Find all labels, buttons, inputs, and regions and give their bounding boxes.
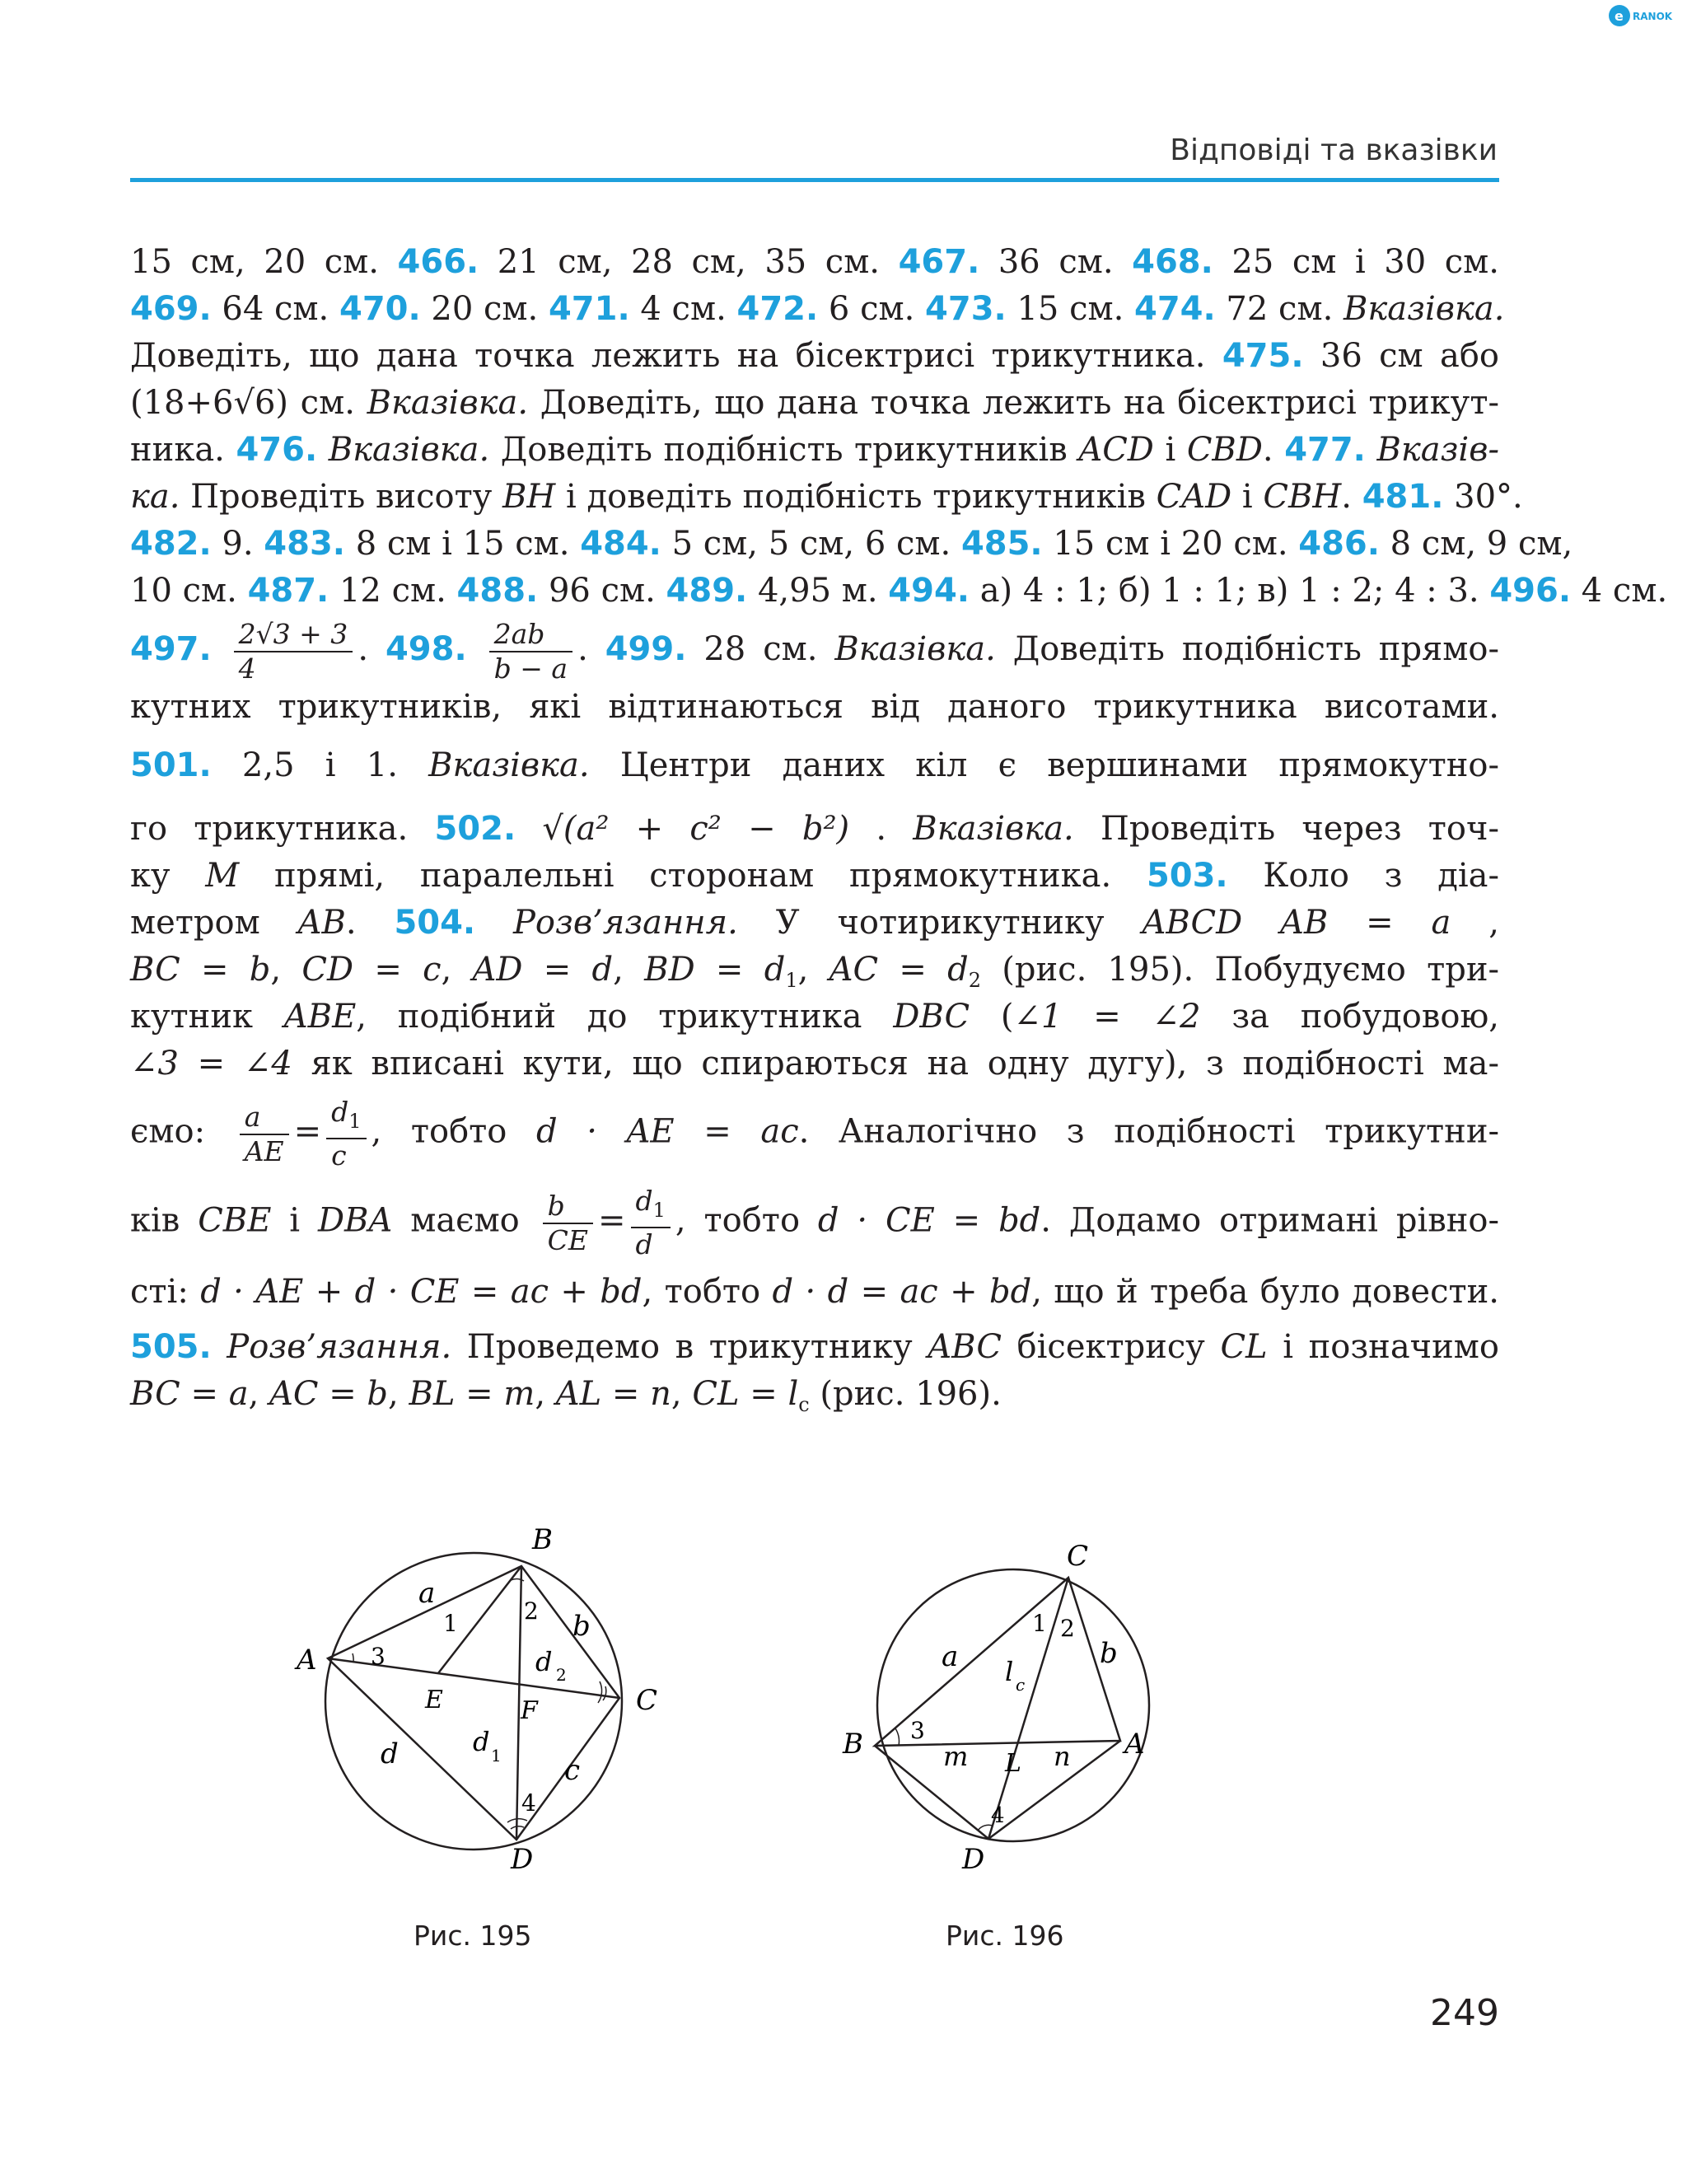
text-line: ∠3 = ∠4 як вписані кути, що спираються на одну дугу), з подібності ма- xyxy=(130,1045,1499,1083)
figure-196 xyxy=(836,1532,1182,1878)
fraction: $\frac{a}{AE}$ xyxy=(240,1101,289,1168)
text-line: 10 см. 487. 12 см. 488. 96 см. 489. 4,95 м. 494. а) 4 : 1; б) 1 : 1; в) 1 : 2; 4 : 3. 496. 4 см. xyxy=(130,572,1668,610)
label-C: C xyxy=(1067,1540,1089,1573)
svg-text:2: 2 xyxy=(556,1665,567,1685)
svg-text:RANOK: RANOK xyxy=(1633,11,1673,22)
text-line: ка. Проведіть висоту BH і доведіть подібність трикутників CAD і CBH. 481. 30°. xyxy=(130,478,1523,516)
page-number: 249 xyxy=(1430,1992,1499,2034)
label-a: a xyxy=(418,1577,436,1610)
label-c: c xyxy=(564,1754,581,1787)
label-A: A xyxy=(297,1644,317,1677)
label-E: E xyxy=(425,1686,443,1714)
text-line: ника. 476. Вказівка. Доведіть подібність трикутників ACD і CBD. 477. Вказів- xyxy=(130,431,1499,469)
svg-text:1: 1 xyxy=(491,1746,502,1765)
figure-195 xyxy=(288,1516,667,1878)
label-D: D xyxy=(962,1843,985,1876)
running-header: Відповіді та вказівки xyxy=(1170,133,1498,167)
text-line: 15 см, 20 см. 466. 21 см, 28 см, 35 см. 467. 36 см. 468. 25 см і 30 см. xyxy=(130,243,1499,281)
fraction: $\frac{2√3 + 3}{4}$ xyxy=(234,618,353,685)
text-line: метром AB. 504. Розв’язання. У чотирикутнику ABCD AB = a , xyxy=(130,904,1499,942)
text-line: BC = a, AC = b, BL = m, AL = n, CL = $l_c$ (рис. 196). xyxy=(130,1375,1002,1416)
answers-text xyxy=(130,239,1668,1418)
label-D: D xyxy=(511,1843,534,1876)
angle-4: 4 xyxy=(521,1789,536,1817)
formula: √(a² + c² − b²) xyxy=(542,810,850,848)
label-lc: l xyxy=(1005,1656,1014,1687)
label-n: n xyxy=(1054,1741,1071,1772)
svg-text:c: c xyxy=(1016,1675,1026,1695)
text-line: сті: d · AE + d · CE = ac + bd, тобто d · d = ac + bd, що й треба було довести. xyxy=(130,1273,1499,1311)
caption-fig195: Рис. 195 xyxy=(414,1920,532,1952)
label-C: C xyxy=(636,1684,658,1717)
angle-3: 3 xyxy=(910,1717,925,1744)
text-line: BC = b, CD = c, AD = d, BD = $d_1$, AC = $d_2$ (рис. 195). Побудуємо три- xyxy=(130,951,1500,992)
fraction: $\frac{d_1}{d}$ xyxy=(631,1185,671,1261)
text-line: 482. 9. 483. 8 см і 15 см. 484. 5 см, 5 см, 6 см. 485. 15 см і 20 см. 486. 8 см, 9 см, xyxy=(130,525,1573,563)
label-F: F xyxy=(521,1696,538,1725)
ranok-logo xyxy=(1606,2,1680,30)
label-b: b xyxy=(572,1610,591,1643)
text-line: 469. 64 см. 470. 20 см. 471. 4 см. 472. 6 см. 473. 15 см. 474. 72 см. Вказівка. xyxy=(130,290,1505,328)
angle-4: 4 xyxy=(991,1803,1005,1828)
label-b: b xyxy=(1100,1637,1118,1670)
text-line: ємо: $\frac{a}{AE}$ = $\frac{d_1}{c}$ , тобто d · AE = ac. Аналогічно з подібності трикутни- xyxy=(130,1096,1500,1172)
angle-2: 2 xyxy=(1060,1615,1075,1642)
label-d1: d xyxy=(473,1726,490,1757)
label-d: d xyxy=(381,1737,399,1770)
text-line: го трикутника. 502. √(a² + c² − b²) . Вказівка. Проведіть через точ- xyxy=(130,810,1499,848)
text-line: ків CBE і DBA маємо $\frac{b}{CE}$ = $\frac{d_1}{d}$ , тобто d · CE = bd. Додамо отримані рівно- xyxy=(130,1185,1499,1260)
text-line: кутних трикутників, які відтинаються від даного трикутника висотами. xyxy=(130,688,1499,726)
text-line: (18+6√6) см. Вказівка. Доведіть, що дана точка лежить на бісектрисі трикут- xyxy=(130,384,1499,422)
angle-2: 2 xyxy=(524,1597,539,1625)
label-L: L xyxy=(1005,1749,1021,1778)
label-B: B xyxy=(532,1523,553,1556)
text-line: 505. Розв’язання. Проведемо в трикутнику ABC бісектрису CL і позначимо xyxy=(130,1328,1499,1366)
header-rule xyxy=(130,178,1499,182)
fraction: $\frac{d_1}{c}$ xyxy=(326,1096,366,1172)
svg-text:e: e xyxy=(1615,8,1624,24)
text-line: 501. 2,5 і 1. Вказівка. Центри даних кіл є вершинами прямокутно- xyxy=(130,746,1500,784)
label-a: a xyxy=(942,1640,959,1673)
label-B: B xyxy=(843,1728,863,1761)
label-A: A xyxy=(1124,1728,1145,1761)
formula: (18+6√6) xyxy=(130,384,289,422)
label-d2: d xyxy=(535,1646,553,1677)
caption-fig196: Рис. 196 xyxy=(946,1920,1064,1952)
label-m: m xyxy=(943,1741,969,1772)
text-line: кутник ABE, подібний до трикутника DBC (∠1 = ∠2 за побудовою, xyxy=(130,998,1500,1036)
angle-1: 1 xyxy=(443,1610,458,1637)
angle-3: 3 xyxy=(371,1643,386,1670)
text-line: 497. $\frac{2√3 + 3}{4}$ . 498. $\frac{2ab}{b - a}$ . 499. 28 см. Вказівка. Доведіть подібність прямо- xyxy=(130,618,1500,685)
fraction: $\frac{2ab}{b - a}$ xyxy=(489,618,572,685)
text-line: Доведіть, що дана точка лежить на бісектрисі трикутника. 475. 36 см або xyxy=(130,337,1500,375)
fraction: $\frac{b}{CE}$ xyxy=(543,1190,593,1257)
angle-1: 1 xyxy=(1032,1610,1047,1637)
text-line: ку M прямі, паралельні сторонам прямокутника. 503. Коло з діа- xyxy=(130,857,1500,895)
